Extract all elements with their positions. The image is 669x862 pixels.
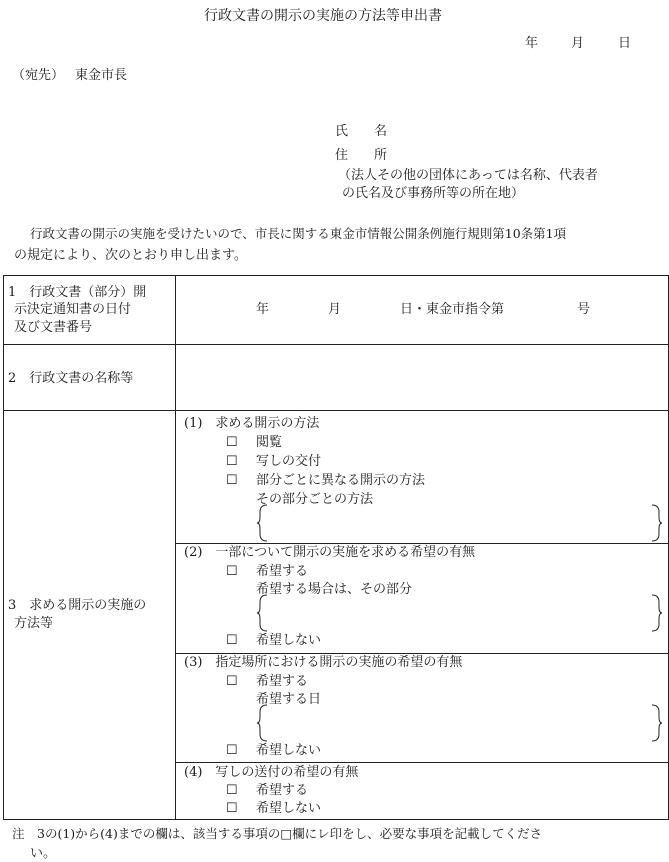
date-month: 月	[571, 36, 585, 51]
applicant-note-line1: （法人その他の団体にあっては名称、代表者	[338, 168, 598, 183]
s3-opt1-label: 希望する	[256, 674, 309, 689]
s2-opt2-label: 希望しない	[256, 633, 322, 648]
s2-heading: (2) 一部について開示の実施を求める希望の有無	[184, 545, 476, 560]
row1-month[interactable]: 月	[328, 302, 342, 317]
applicant-address-label: 住 所	[335, 148, 388, 163]
section-divider-3	[175, 762, 669, 763]
row2-label: 2 行政文書の名称等	[8, 371, 134, 386]
row3-label-line2: 方法等	[14, 616, 54, 631]
row3-label-line1: 3 求める開示の実施の	[8, 598, 147, 613]
s4-heading: (4) 写しの送付の希望の有無	[184, 765, 359, 780]
row1-label-line3: 及び文書番号	[14, 320, 93, 335]
s3-sub-label: 希望する日	[256, 692, 322, 707]
s1-opt2-checkbox[interactable]: ☐	[226, 454, 238, 469]
s1-bracket-field[interactable]	[257, 503, 662, 543]
date-day: 日	[618, 36, 632, 51]
date-year: 年	[525, 36, 539, 51]
s2-opt2-checkbox[interactable]: ☐	[226, 633, 238, 648]
s1-heading: (1) 求める開示の方法	[184, 416, 320, 431]
s3-opt2-label: 希望しない	[256, 743, 322, 758]
intro-line1: 行政文書の開示の実施を受けたいので、市長に関する東金市情報公開条例施行規則第10条第1項	[30, 226, 567, 241]
s4-opt1-label: 希望する	[256, 783, 309, 798]
s1-opt1-checkbox[interactable]: ☐	[226, 435, 238, 450]
s2-bracket-field[interactable]	[257, 593, 662, 633]
applicant-name-label: 氏 名	[335, 124, 388, 139]
row1-day-directive[interactable]: 日・東金市指令第	[400, 302, 505, 317]
document-name-field[interactable]	[176, 345, 668, 409]
s4-opt1-checkbox[interactable]: ☐	[226, 783, 238, 798]
section-divider-2	[175, 653, 669, 654]
row1-label-line1: 1 行政文書（部分）開	[8, 285, 147, 300]
row-divider-2	[3, 410, 669, 411]
addressee-name: 東金市長	[75, 68, 128, 83]
s3-opt2-checkbox[interactable]: ☐	[226, 743, 238, 758]
row1-year[interactable]: 年	[256, 302, 270, 317]
s1-opt1-label: 閲覧	[256, 435, 283, 450]
s2-sub-label: 希望する場合は、その部分	[256, 582, 413, 597]
intro-line2: の規定により、次のとおり申し出ます。	[14, 248, 247, 263]
row1-label-line2: 示決定通知書の日付	[14, 302, 132, 317]
s1-opt2-label: 写しの交付	[256, 454, 322, 469]
document-title: 行政文書の開示の実施の方法等申出書	[204, 8, 442, 24]
footer-note-line1: 注 3の(1)から(4)までの欄は、該当する事項の□欄にレ印をし、必要な事項を記載してくださ	[12, 826, 543, 841]
s1-opt3-checkbox[interactable]: ☐	[226, 473, 238, 488]
section-divider-1	[175, 543, 669, 544]
addressee-prefix: （宛先）	[12, 68, 65, 83]
s3-opt1-checkbox[interactable]: ☐	[226, 674, 238, 689]
s2-opt1-checkbox[interactable]: ☐	[226, 564, 238, 579]
s3-heading: (3) 指定場所における開示の実施の希望の有無	[184, 655, 463, 670]
s4-opt2-checkbox[interactable]: ☐	[226, 801, 238, 816]
s3-bracket-field[interactable]	[257, 703, 662, 743]
s1-sub-label: その部分ごとの方法	[256, 492, 374, 507]
s4-opt2-label: 希望しない	[256, 801, 322, 816]
footer-note-line2: い。	[30, 846, 57, 861]
s2-opt1-label: 希望する	[256, 564, 309, 579]
applicant-note-line2: の氏名及び事務所等の所在地）	[342, 186, 525, 201]
s1-opt3-label: 部分ごとに異なる開示の方法	[256, 473, 426, 488]
row1-number[interactable]: 号	[577, 302, 591, 317]
